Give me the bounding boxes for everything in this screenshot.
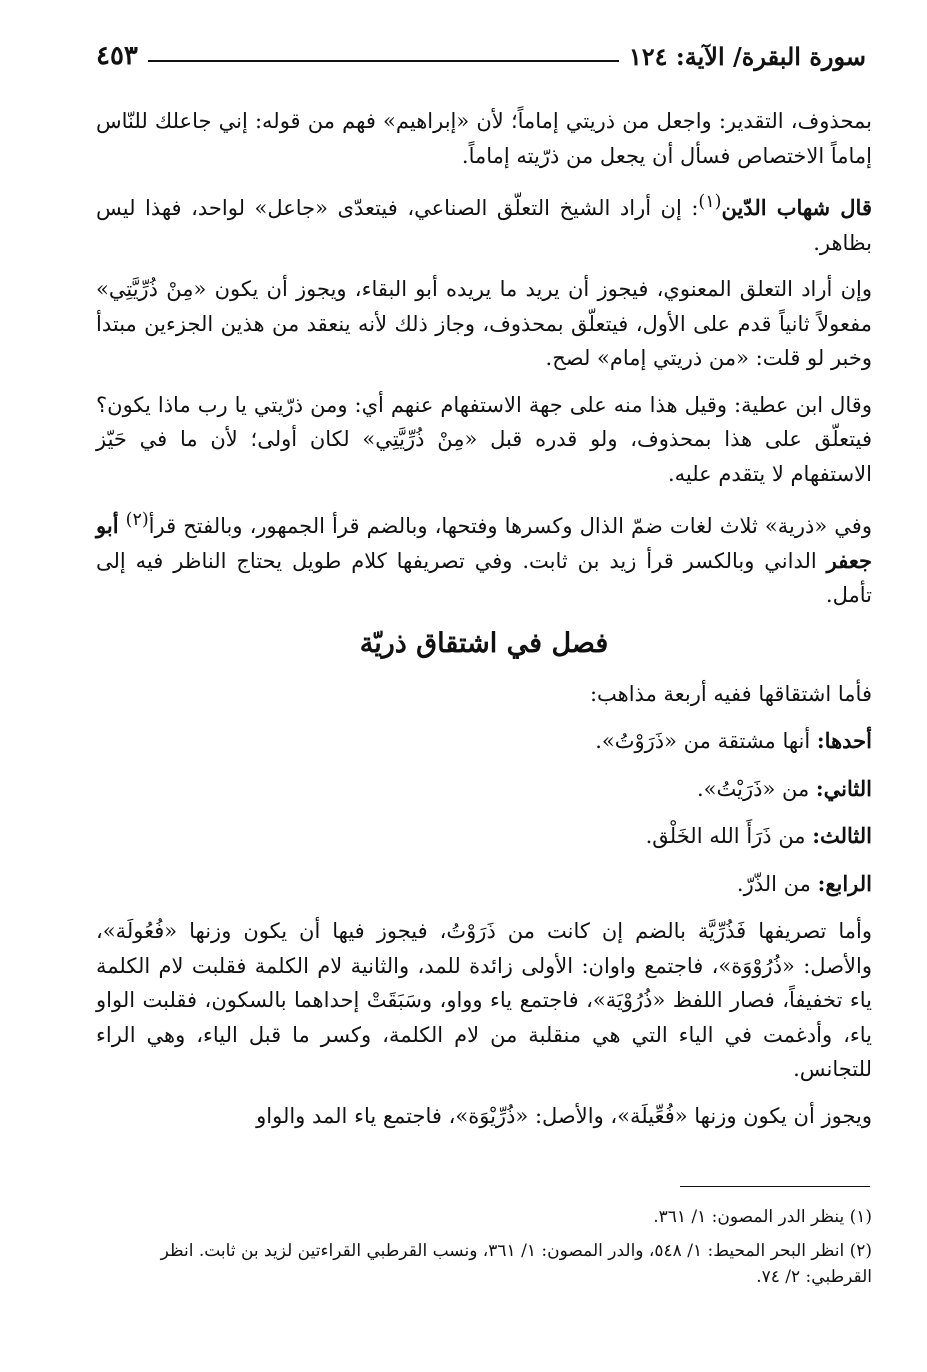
view-2-label: الثاني: <box>815 775 872 801</box>
view-4-text: من الذّرّ. <box>736 871 811 896</box>
paragraph-6: وأما تصريفها فَذُرِّيَّة بالضم إن كانت من ذَرَوْتُ، فيجوز فيها أن يكون وزنها «فُعُولَة»، والأصل: «ذُرُوْوَة»، فاجتمع واوان: الأولى زائدة للمد، والثانية لام الكلمة فقلبت لام الكلمة ياء تخفيفاً، فصار اللفظ «ذُرُوْيَة»، فاجتمع ياء وواو، وسَبَقَتْ إحداهما بالسكون، فقلبت الواو ياء، وأدغمت في الياء التي هي منقلبة من لام الكلمة، وكسر ما قبل الياء، وهي الراء للتجانس. <box>96 919 872 1081</box>
view-3-label: الثالث: <box>812 823 872 848</box>
paragraph-4: وقال ابن عطية: وقيل هذا منه على جهة الاستفهام عنهم أي: ومن ذرّيتي يا رب ماذا يكون؟ فيتعلّق على هذا بمحذوف، ولو قدره قبل «مِنْ ذُرِّيَّتِي» لكان أولى؛ لأن ما في حَيّز الاستفهام لا يتقدم عليه. <box>96 392 872 486</box>
paragraph-5-text-b: الداني وبالكسر قرأ زيد بن ثابت. وفي تصريفها كلام طويل يحتاج الناظر فيه إلى تأمل. <box>96 548 872 607</box>
reader-name: أبو جعفر <box>96 513 872 573</box>
view-3 <box>96 819 872 854</box>
paragraph-5 <box>96 503 872 613</box>
paragraph-2-text: : إن أراد الشيخ التعلّق الصناعي، فيتعدّى «جاعل» لواحد، فهذا ليس بظاهر. <box>96 196 872 255</box>
section-intro: فأما اشتقاقها ففيه أربعة مذاهب: <box>589 681 872 706</box>
view-1-text: أنها مشتقة من «ذَرَوْتُ». <box>595 729 811 753</box>
paragraph-2 <box>96 185 872 260</box>
paragraph-3: وإن أراد التعلق المعنوي، فيجوز أن يريد ما يريده أبو البقاء، ويجوز أن يكون «مِنْ ذُرِّيَّتِي» مفعولاً ثانياً قدم على الأول، فيتعلّق بمحذوف، وجاز ذلك لأنه ينعقد من هذين الجزءين مبتدأ وخبر لو قلت: «من ذريتي إمام» لصح. <box>96 277 872 370</box>
footnote-1: (١) ينظر الدر المصون: ١/ ٣٦١. <box>653 1207 872 1227</box>
paragraph-1: بمحذوف، التقدير: واجعل من ذريتي إماماً؛ لأن «إبراهيم» فهم من قوله: إني جاعلك للنّاس إماماً الاختصاص فسأل أن يجعل من ذرّيته إماماً. <box>96 109 872 168</box>
view-2-text: من «ذَرَيْتُ». <box>696 776 810 801</box>
running-title: سورة البقرة/ الآية: ١٢٤ <box>628 41 866 71</box>
header-rule <box>148 60 619 62</box>
footnote-ref-1[interactable]: (١) <box>698 192 722 212</box>
footnotes <box>96 1204 872 1298</box>
footnote-rule <box>680 1186 870 1187</box>
view-2 <box>96 772 872 807</box>
view-1-label: أحدها: <box>816 728 872 753</box>
footnote-ref-2[interactable]: (٢) <box>125 510 149 530</box>
paragraph-7: ويجوز أن يكون وزنها «فُعِّيلَة»، والأصل: «ذُرِّيْوَة»، فاجتمع ياء المد والواو <box>256 1103 872 1128</box>
speaker-name: قال شهاب الدّين <box>721 195 872 220</box>
page-header <box>96 36 866 76</box>
view-1 <box>96 724 872 759</box>
paragraph-5-text-a: وفي «ذرية» ثلاث لغات ضمّ الذال وكسرها وفتحها، وبالضم قرأ الجمهور، وبالفتح قرأ <box>148 514 872 538</box>
view-3-text: من ذَرَأَ الله الخَلْق. <box>645 824 806 848</box>
page-body <box>96 104 872 1145</box>
view-4 <box>96 867 872 902</box>
page-number: ٤٥٣ <box>96 41 138 71</box>
view-4-label: الرابع: <box>817 870 872 896</box>
footnote-2: (٢) انظر البحر المحيط: ١/ ٥٤٨، والدر المصون: ١/ ٣٦١، ونسب القرطبي القراءتين لزيد بن ثابت. انظر القرطبي: ٢/ ٧٤. <box>160 1241 872 1287</box>
section-heading: فصل في اشتقاق ذريّة <box>359 627 609 659</box>
